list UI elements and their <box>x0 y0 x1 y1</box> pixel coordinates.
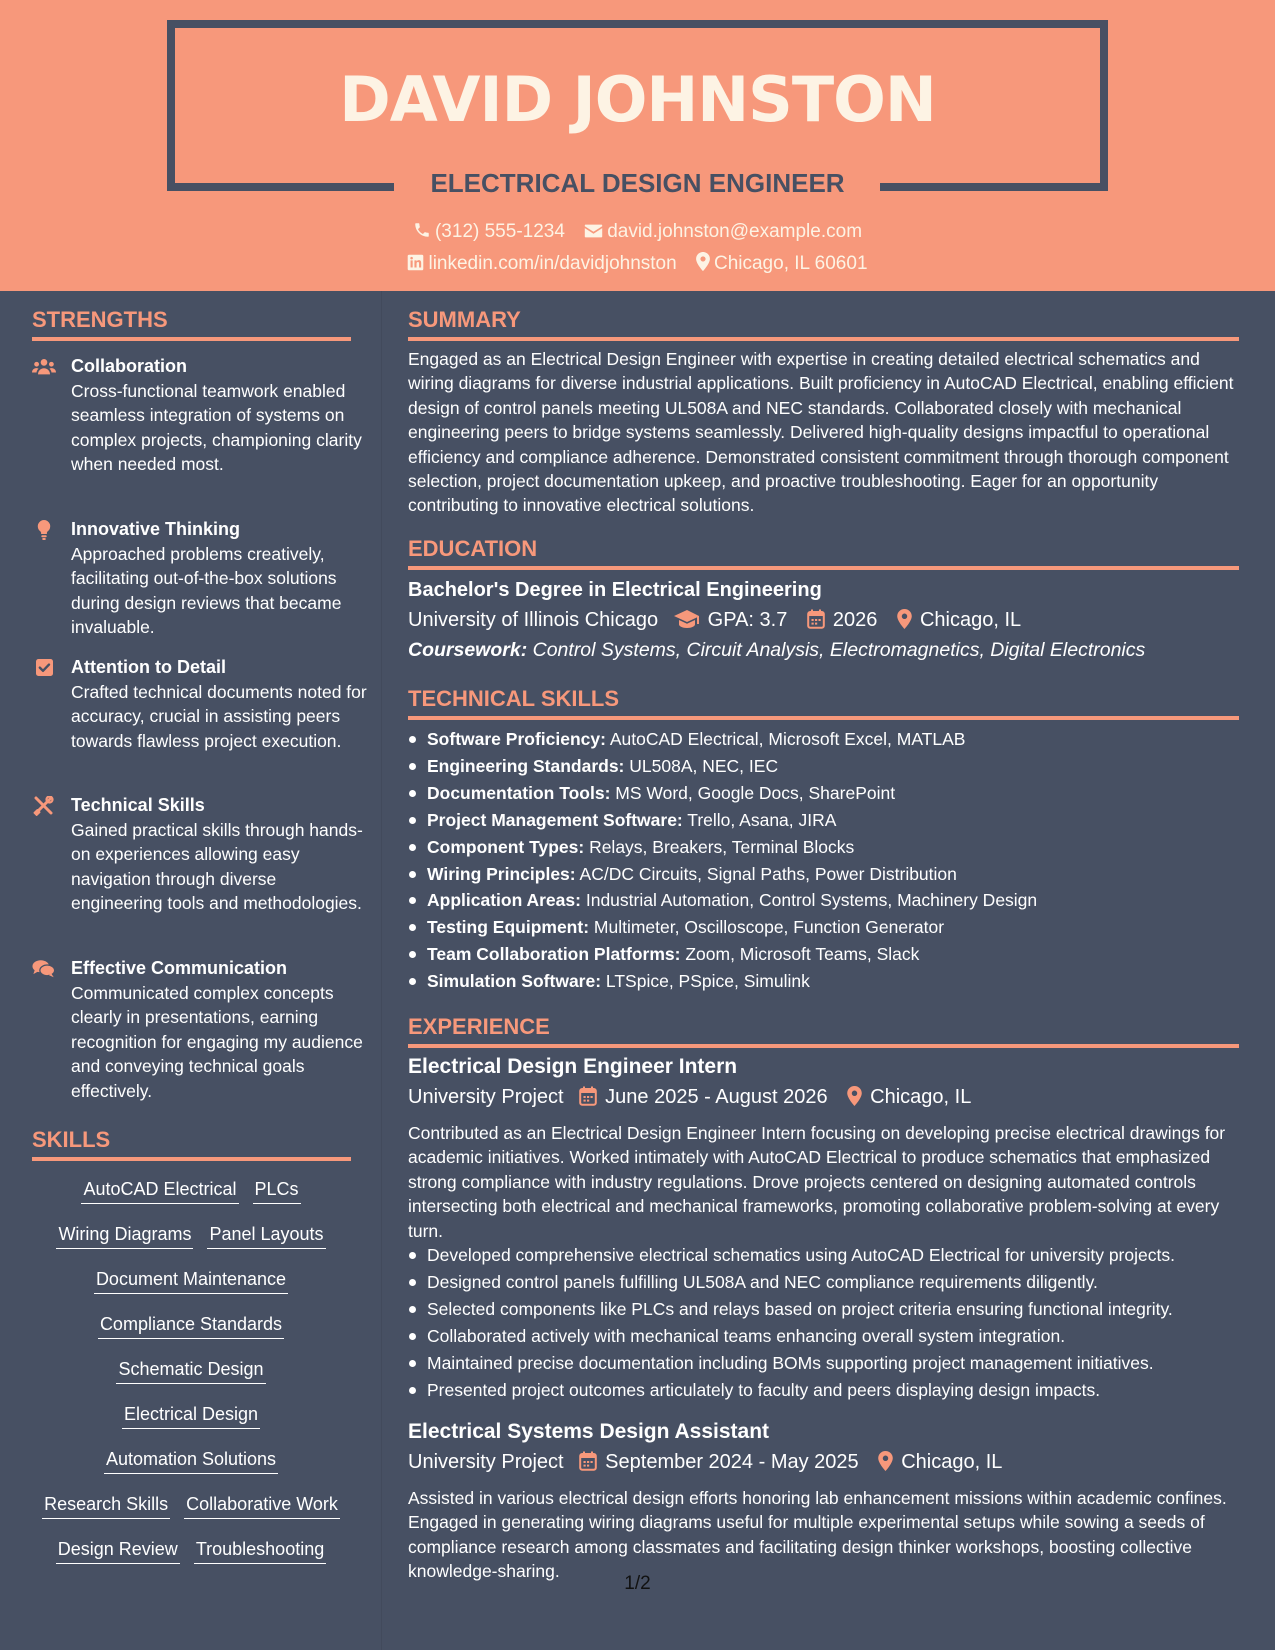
strengths-rule <box>32 337 351 341</box>
strength-description: Cross-functional teamwork enabled seamless integration of systems on complex projects, championing clarity when needed most. <box>71 381 362 475</box>
skill-row <box>32 1311 350 1339</box>
strength-title: Collaboration <box>71 356 187 376</box>
phone-icon <box>413 221 431 239</box>
skill-tag: Automation Solutions <box>104 1446 278 1474</box>
education-meta <box>408 607 1021 633</box>
strength-description: Approached problems creatively, facilitating out-of-the-box solutions during design reviews that became invaluable. <box>71 544 342 638</box>
job-role: ELECTRICAL DESIGN ENGINEER <box>430 168 845 198</box>
graduation-year: 2026 <box>832 609 878 631</box>
school-location: Chicago, IL <box>919 609 1022 631</box>
job-description: Assisted in various electrical design efforts honoring lab enhancement missions within academic confines. Engaged in generating wiring diagrams useful for multiple experimental setups while sowing a seeds of compliance research among classmates and facilitating design thinker workshops, boosting collective knowledge-sharing. <box>408 1488 1227 1582</box>
strength-description: Communicated complex concepts clearly in presentations, earning recognition for engaging my audience and conveying technical goals effectively. <box>71 983 363 1101</box>
skill-tag: Troubleshooting <box>194 1536 326 1564</box>
list-item: Selected components like PLCs and relays based on project criteria ensuring functional integrity. <box>408 1296 1248 1323</box>
list-item: Team Collaboration Platforms: Zoom, Microsoft Teams, Slack <box>408 941 1248 968</box>
checkbox-icon <box>32 658 56 678</box>
users-icon <box>32 357 56 377</box>
gpa-text: GPA: 3.7 <box>707 609 788 631</box>
calendar-icon <box>807 609 825 629</box>
calendar-icon <box>579 1451 597 1471</box>
list-item: Project Management Software: Trello, Asana, JIRA <box>408 807 1248 834</box>
list-item: Application Areas: Industrial Automation, Control Systems, Machinery Design <box>408 887 1248 914</box>
skill-row <box>32 1446 350 1474</box>
list-item: Designed control panels fulfilling UL508A and NEC compliance requirements diligently. <box>408 1269 1248 1296</box>
calendar-icon <box>579 1086 597 1106</box>
linkedin-icon <box>407 254 424 271</box>
coursework-list: Control Systems, Circuit Analysis, Electromagnetics, Digital Electronics <box>532 639 1146 661</box>
strength-title: Attention to Detail <box>71 657 226 677</box>
linkedin-contact[interactable] <box>407 251 676 277</box>
strength-title: Innovative Thinking <box>71 519 241 539</box>
envelope-icon <box>584 223 603 239</box>
skill-tag: Research Skills <box>42 1491 170 1519</box>
job-dates: June 2025 - August 2026 <box>605 1086 828 1108</box>
list-item: Developed comprehensive electrical schematics using AutoCAD Electrical for university projects. <box>408 1242 1248 1269</box>
list-item: Presented project outcomes articulately to faculty and peers displaying design impacts. <box>408 1377 1248 1404</box>
skill-row <box>32 1536 350 1564</box>
job-bullets <box>408 1242 1248 1403</box>
list-item: Collaborated actively with mechanical teams enhancing overall system integration. <box>408 1323 1248 1350</box>
technical-skills-rule <box>408 716 1239 720</box>
contact-row-1 <box>0 219 1275 245</box>
job-meta <box>408 1449 1002 1475</box>
skill-tag: Document Maintenance <box>94 1266 288 1294</box>
candidate-name: DAVID JOHNSTON <box>339 63 936 136</box>
job-title: Electrical Design Engineer Intern <box>408 1055 738 1078</box>
tools-icon <box>32 796 56 816</box>
map-pin-icon <box>897 609 912 629</box>
contact-row-2 <box>0 251 1275 277</box>
skills-rule <box>32 1157 351 1161</box>
email-text: david.johnston@example.com <box>607 221 863 242</box>
lightbulb-icon <box>32 520 56 540</box>
skill-tag: Panel Layouts <box>207 1221 325 1249</box>
summary-rule <box>408 337 1239 341</box>
skill-tag: AutoCAD Electrical <box>81 1176 238 1204</box>
technical-skills-heading: TECHNICAL SKILLS <box>408 686 620 711</box>
skill-tag: PLCs <box>253 1176 301 1204</box>
skill-row <box>32 1356 350 1384</box>
coursework-label: Coursework: <box>408 639 528 661</box>
education-rule <box>408 566 1239 570</box>
strength-title: Technical Skills <box>71 795 205 815</box>
skill-tag: Collaborative Work <box>184 1491 340 1519</box>
strength-item <box>32 956 362 1106</box>
degree-title: Bachelor's Degree in Electrical Engineering <box>408 579 822 601</box>
strength-item <box>32 793 362 943</box>
experience-rule <box>408 1044 1239 1048</box>
strength-description: Gained practical skills through hands-on experiences allowing easy navigation through diverse engineering tools and methodologies. <box>71 820 363 914</box>
email-contact[interactable] <box>584 219 862 245</box>
skill-row <box>32 1176 350 1204</box>
job-dates: September 2024 - May 2025 <box>605 1451 859 1473</box>
strength-item <box>32 354 362 504</box>
job-title: Electrical Systems Design Assistant <box>408 1420 770 1443</box>
skill-tag: Design Review <box>56 1536 180 1564</box>
column-divider <box>381 291 382 1650</box>
education-heading: EDUCATION <box>408 536 538 561</box>
school-name: University of Illinois Chicago <box>408 609 659 631</box>
job-org: University Project <box>408 1086 564 1108</box>
phone-text: (312) 555-1234 <box>434 221 565 242</box>
job-description: Contributed as an Electrical Design Engineer Intern focusing on developing precise electrical drawings for academic initiatives. Worked intimately with AutoCAD Electrical to produce schematics that emphasized strong compliance with industry regulations. Drove projects centered on designing automated controls intersecting both electrical and mechanical frameworks, promoting collaborative problem-solving at every turn. <box>408 1123 1226 1241</box>
coursework <box>408 637 1145 663</box>
list-item: Testing Equipment: Multimeter, Oscilloscope, Function Generator <box>408 914 1248 941</box>
skills-heading: SKILLS <box>32 1127 111 1152</box>
list-item: Software Proficiency: AutoCAD Electrical, Microsoft Excel, MATLAB <box>408 726 1248 753</box>
list-item: Component Types: Relays, Breakers, Terminal Blocks <box>408 834 1248 861</box>
list-item: Engineering Standards: UL508A, NEC, IEC <box>408 753 1248 780</box>
job-org: University Project <box>408 1451 564 1473</box>
comments-icon <box>32 959 56 979</box>
linkedin-text: linkedin.com/in/davidjohnston <box>428 253 677 274</box>
summary-heading: SUMMARY <box>408 307 521 332</box>
skill-tag: Schematic Design <box>116 1356 265 1384</box>
list-item: Maintained precise documentation including BOMs supporting project management initiatives. <box>408 1350 1248 1377</box>
skill-tag: Electrical Design <box>122 1401 260 1429</box>
resume-header <box>0 0 1275 291</box>
map-pin-icon <box>696 252 710 271</box>
strength-item <box>32 517 362 642</box>
technical-skills-list <box>408 726 1248 995</box>
skill-row <box>32 1221 350 1249</box>
strength-description: Crafted technical documents noted for accuracy, crucial in assisting peers towards flawless project execution. <box>71 682 367 751</box>
location-text: Chicago, IL 60601 <box>713 253 868 274</box>
skill-row <box>32 1266 350 1294</box>
job-location: Chicago, IL <box>901 1451 1003 1473</box>
graduation-cap-icon <box>674 609 700 629</box>
phone-contact[interactable] <box>413 219 565 245</box>
list-item: Documentation Tools: MS Word, Google Docs, SharePoint <box>408 780 1248 807</box>
strength-title: Effective Communication <box>71 958 288 978</box>
job-meta <box>408 1084 971 1110</box>
skill-row <box>32 1491 350 1519</box>
skill-row <box>32 1401 350 1429</box>
skill-tag: Compliance Standards <box>98 1311 284 1339</box>
strengths-heading: STRENGTHS <box>32 307 168 332</box>
map-pin-icon <box>847 1086 862 1106</box>
skill-tag: Wiring Diagrams <box>56 1221 193 1249</box>
summary-text: Engaged as an Electrical Design Engineer with expertise in creating detailed electrical schematics and wiring diagrams for diverse industrial applications. Built proficiency in AutoCAD Electrical, enabling efficient design of control panels meeting UL508A and NEC standards. Collaborated closely with mechanical engineering peers to bridge systems seamlessly. Delivered high-quality designs impactful to operational efficiency and compliance adherence. Demonstrated consistent commitment through thorough component selection, project documentation upkeep, and proactive troubleshooting. Eager for an opportunity contributing to innovative electrical solutions. <box>408 349 1234 516</box>
strength-item <box>32 655 367 780</box>
map-pin-icon <box>878 1451 893 1471</box>
job-location: Chicago, IL <box>870 1086 972 1108</box>
location-contact <box>696 251 868 277</box>
list-item: Wiring Principles: AC/DC Circuits, Signal Paths, Power Distribution <box>408 861 1248 888</box>
experience-heading: EXPERIENCE <box>408 1014 550 1039</box>
list-item: Simulation Software: LTSpice, PSpice, Simulink <box>408 968 1248 995</box>
page-number: 1/2 <box>624 1573 651 1594</box>
